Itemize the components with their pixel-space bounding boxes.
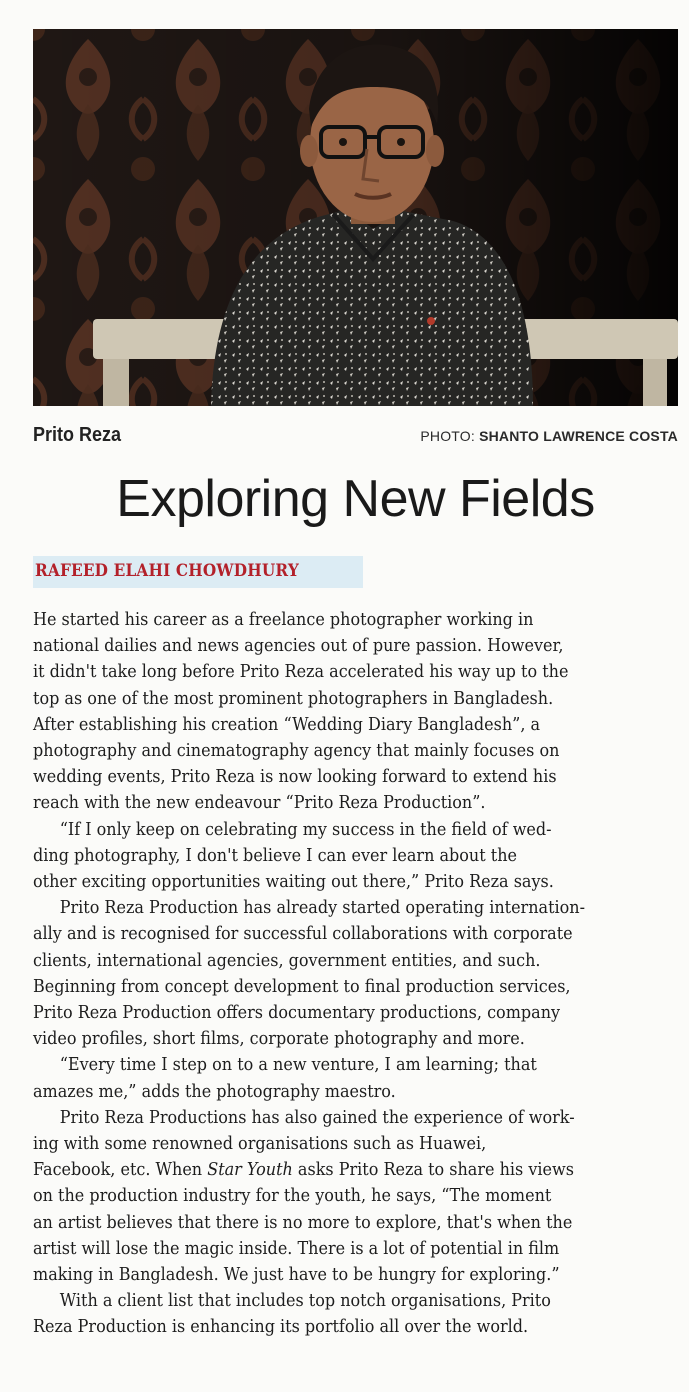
article-paragraph [33,1052,673,1104]
article-line: “If I only keep on celebrating my success in the field of wed- [59,818,552,840]
article-paragraph [33,895,673,1052]
article-line: reach with the new endeavour “Prito Reza Production”. [33,792,486,814]
article-line: “Every time I step on to a new venture, I am learning; that [59,1054,537,1076]
article-line: He started his career as a freelance photographer working in [33,609,534,630]
article-line: making in Bangladesh. We just have to be hungry for exploring.” [33,1264,560,1286]
article-line: Prito Reza Production has already started operating internation- [59,897,586,919]
article-photo [33,29,678,406]
photo-credit [420,428,678,444]
author-byline: RAFEED ELAHI CHOWDHURY [35,561,299,581]
article-line: amazes me,” adds the photography maestro. [33,1080,396,1102]
article-line: other exciting opportunities waiting out there,” Prito Reza says. [33,871,554,893]
article-line: clients, international agencies, government entities, and such. [33,949,541,971]
article-line: wedding events, Prito Reza is now looking forward to extend his [33,766,557,788]
article-line: an artist believes that there is no more to explore, that's when the [33,1211,573,1233]
article-paragraph [33,1105,673,1288]
article-line: Reza Production is enhancing its portfolio all over the world. [33,1316,529,1338]
article-line: Prito Reza Productions has also gained the experience of work- [59,1106,575,1128]
publication-name: Star Youth [207,1159,293,1181]
article-line: ding photography, I don't believe I can ever learn about the [33,844,518,866]
article-paragraph [33,1288,673,1340]
line-text: Facebook, etc. When [33,1159,208,1181]
article-line: ing with some renowned organisations such as Huawei, [33,1133,487,1155]
article-line: video profiles, short films, corporate photography and more. [33,1028,525,1050]
article-line: artist will lose the magic inside. There is a lot of potential in film [33,1237,560,1259]
photo-caption-row [33,424,678,452]
article-line: With a client list that includes top notch organisations, Prito [59,1290,551,1312]
article-line: After establishing his creation “Wedding Diary Bangladesh”, a [33,713,541,735]
article-line: it didn't take long before Prito Reza accelerated his way up to the [33,661,569,683]
photo-credit-name: SHANTO LAWRENCE COSTA [479,428,678,444]
portrait-illustration [33,29,678,406]
article-line: ally and is recognised for successful collaborations with corporate [33,923,573,945]
article-line: photography and cinematography agency that mainly focuses on [33,740,560,762]
article-headline: Exploring New Fields [116,470,595,528]
photo-caption-name: Prito Reza [33,424,122,446]
article-paragraph [33,607,673,817]
line-text: asks Prito Reza to share his views [292,1159,574,1181]
article-paragraph [33,817,673,896]
article-line: national dailies and news agencies out of pure passion. However, [33,635,564,657]
article-line [33,1157,603,1183]
article-line: Beginning from concept development to final production services, [33,975,571,997]
byline-band [33,556,363,588]
article-line: on the production industry for the youth, he says, “The moment [33,1185,552,1207]
article-line: Prito Reza Production offers documentary productions, company [33,1002,561,1024]
article-body [33,607,673,1341]
article-line: top as one of the most prominent photographers in Bangladesh. [33,687,554,709]
photo-credit-prefix: PHOTO: [420,428,475,444]
